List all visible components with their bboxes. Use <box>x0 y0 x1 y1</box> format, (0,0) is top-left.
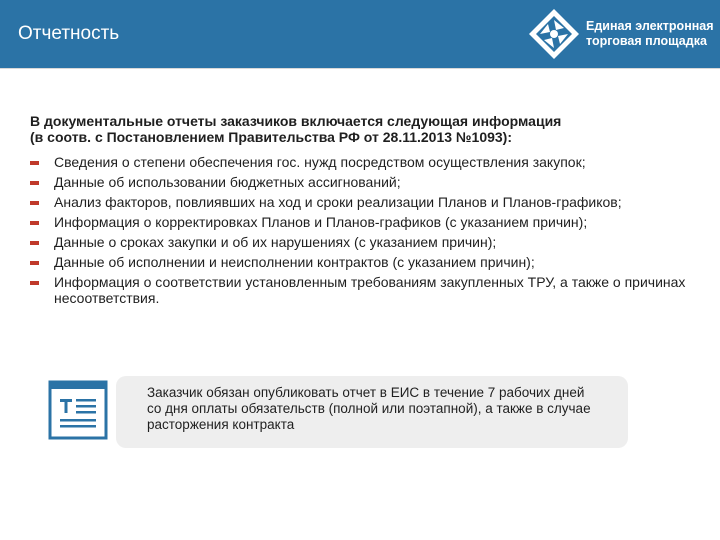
list-item-text: Информация о корректировках Планов и Планов-графиков (с указанием причин); <box>54 214 588 230</box>
list-item <box>30 194 690 210</box>
list-item <box>30 154 690 170</box>
logo-text <box>586 19 714 49</box>
bullet-marker <box>30 261 39 265</box>
page-title: Отчетность <box>18 23 120 44</box>
bullet-marker <box>30 241 39 245</box>
bullet-marker <box>30 221 39 225</box>
bullet-marker <box>30 201 39 205</box>
list-item <box>30 214 690 230</box>
list-item-text: Информация о соответствии установленным требованиям закупленных ТРУ, а также о причинах несоответствия. <box>54 274 686 306</box>
list-item <box>30 274 690 306</box>
bullet-marker <box>30 281 39 285</box>
list-item <box>30 174 690 190</box>
note-text: Заказчик обязан опубликовать отчет в ЕИС в течение 7 рабочих дней со дня оплаты обязательств (полной или поэтапной), а также в случае расторжения контракта <box>147 385 591 432</box>
list-item <box>30 254 690 270</box>
list-item-text: Анализ факторов, повлиявших на ход и сроки реализации Планов и Планов-графиков; <box>54 194 622 210</box>
list-item-text: Данные об исполнении и неисполнении контрактов (с указанием причин); <box>54 254 535 270</box>
diamond-logo-icon <box>528 8 580 60</box>
header-divider <box>0 68 720 69</box>
list-item-text: Сведения о степени обеспечения гос. нужд посредством осуществления закупок; <box>54 154 586 170</box>
intro-text <box>30 113 690 145</box>
header-bar <box>0 0 720 68</box>
logo <box>528 8 714 60</box>
logo-line-2: торговая площадка <box>586 34 707 48</box>
bullet-list <box>30 154 690 310</box>
logo-line-1: Единая электронная <box>586 19 714 33</box>
list-item <box>30 234 690 250</box>
bullet-marker <box>30 161 39 165</box>
list-item-text: Данные об использовании бюджетных ассигнований; <box>54 174 401 190</box>
list-item-text: Данные о сроках закупки и об их нарушениях (с указанием причин); <box>54 234 497 250</box>
intro-line-1: В документальные отчеты заказчиков включается следующая информация <box>30 113 562 129</box>
document-text-icon <box>48 380 108 440</box>
bullet-marker <box>30 181 39 185</box>
intro-line-2: (в соотв. с Постановлением Правительства РФ от 28.11.2013 №1093): <box>30 129 513 145</box>
